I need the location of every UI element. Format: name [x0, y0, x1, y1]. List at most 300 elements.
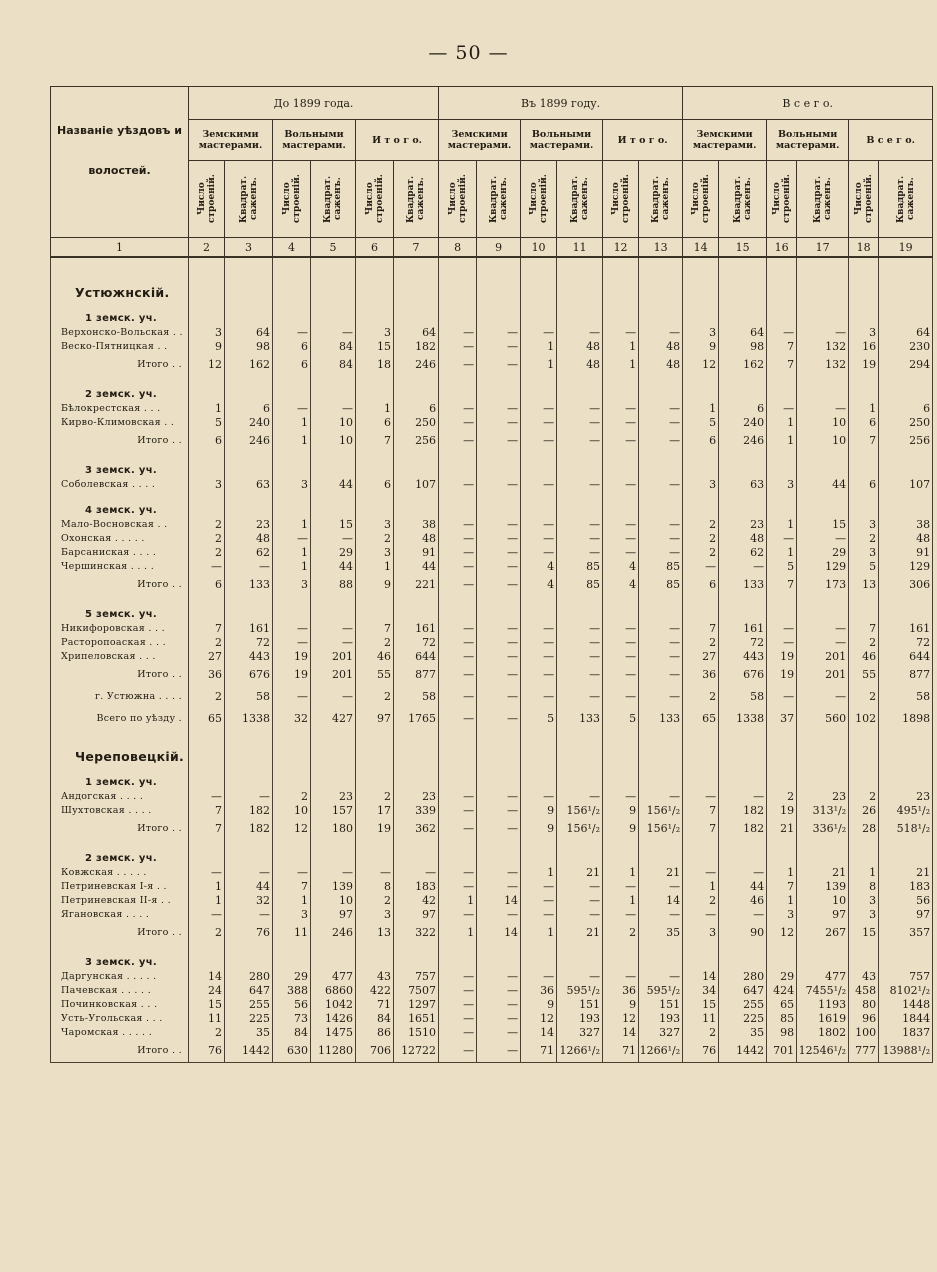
table-cell: — — [797, 402, 849, 416]
square-sazhen-header — [797, 161, 849, 238]
volost-name: Охонская . . . . . — [51, 532, 189, 546]
table-cell: 1765 — [394, 708, 439, 730]
table-cell: 3 — [683, 922, 719, 944]
table-cell: — — [557, 326, 603, 340]
table-cell: 10 — [797, 430, 849, 452]
table-cell: 132 — [797, 354, 849, 376]
table-cell — [767, 596, 797, 622]
table-row — [51, 650, 933, 664]
table-cell: 7 — [767, 574, 797, 596]
table-cell: — — [521, 650, 557, 664]
table-cell: — — [767, 326, 797, 340]
table-row — [51, 340, 933, 354]
table-cell: 676 — [225, 664, 273, 686]
section-name: 2 земск. уч. — [51, 840, 189, 866]
table-cell: 182 — [394, 340, 439, 354]
table-cell: 240 — [719, 416, 767, 430]
table-cell: 56 — [273, 998, 311, 1012]
table-cell: 132 — [797, 340, 849, 354]
total-row — [51, 818, 933, 840]
table-cell: 2 — [356, 894, 394, 908]
table-cell: 1651 — [394, 1012, 439, 1026]
table-cell — [797, 944, 849, 970]
table-cell — [683, 730, 719, 764]
table-cell: 44 — [394, 560, 439, 574]
table-cell: 23 — [879, 790, 933, 804]
table-cell: 267 — [797, 922, 849, 944]
table-cell: 256 — [394, 430, 439, 452]
table-cell: — — [477, 1040, 521, 1063]
table-cell: 65 — [189, 708, 225, 730]
table-cell: — — [311, 686, 356, 708]
table-cell — [439, 492, 477, 518]
table-cell — [356, 764, 394, 790]
table-cell: — — [273, 686, 311, 708]
table-cell: 2 — [683, 518, 719, 532]
volost-name: Итого . . — [51, 574, 189, 596]
column-number: 2 — [189, 238, 225, 258]
table-cell: — — [477, 664, 521, 686]
table-cell: 280 — [719, 970, 767, 984]
table-cell — [639, 266, 683, 300]
table-cell: — — [189, 790, 225, 804]
table-cell — [683, 596, 719, 622]
table-cell: 3 — [356, 546, 394, 560]
table-cell: 72 — [719, 636, 767, 650]
table-cell: 7 — [767, 340, 797, 354]
table-cell: 1844 — [879, 1012, 933, 1026]
table-cell: 180 — [311, 818, 356, 840]
table-cell — [394, 840, 439, 866]
table-cell — [639, 300, 683, 326]
section-row — [51, 944, 933, 970]
buildings-count-header — [521, 161, 557, 238]
table-cell — [439, 376, 477, 402]
volost-name: Петриневская II-я . . — [51, 894, 189, 908]
table-cell: — — [225, 560, 273, 574]
table-cell: 1 — [521, 354, 557, 376]
table-cell — [439, 840, 477, 866]
table-cell — [639, 492, 683, 518]
table-cell: 133 — [719, 574, 767, 596]
vertical-label: Число строеній. — [447, 174, 468, 224]
table-cell: 1510 — [394, 1026, 439, 1040]
table-cell: 7 — [683, 818, 719, 840]
table-cell: 1 — [521, 340, 557, 354]
table-cell: 14 — [521, 1026, 557, 1040]
table-cell: — — [719, 866, 767, 880]
table-cell: 15 — [683, 998, 719, 1012]
table-cell: — — [356, 866, 394, 880]
vertical-label: Число строеній. — [528, 174, 549, 224]
table-cell: — — [477, 478, 521, 492]
table-cell: 42 — [394, 894, 439, 908]
table-cell: — — [273, 636, 311, 650]
table-cell: 62 — [719, 546, 767, 560]
table-cell: 246 — [225, 430, 273, 452]
table-cell: 14 — [603, 1026, 639, 1040]
table-cell: 64 — [225, 326, 273, 340]
table-cell — [557, 376, 603, 402]
table-cell: 7 — [189, 818, 225, 840]
table-cell: — — [521, 518, 557, 532]
table-cell — [311, 300, 356, 326]
table-cell: 2 — [189, 518, 225, 532]
table-cell: — — [477, 518, 521, 532]
table-cell: 2 — [189, 636, 225, 650]
volost-name: Починковская . . . — [51, 998, 189, 1012]
table-cell — [557, 596, 603, 622]
table-cell: — — [557, 970, 603, 984]
table-cell: 64 — [879, 326, 933, 340]
table-cell: 38 — [394, 518, 439, 532]
table-cell: 6 — [356, 478, 394, 492]
table-cell — [683, 492, 719, 518]
table-cell: — — [439, 818, 477, 840]
table-cell: 44 — [311, 560, 356, 574]
table-cell: 2 — [356, 636, 394, 650]
table-cell: — — [439, 1040, 477, 1063]
table-cell: 3 — [189, 326, 225, 340]
table-cell — [683, 764, 719, 790]
table-cell: 15 — [189, 998, 225, 1012]
square-sazhen-header — [477, 161, 521, 238]
table-cell — [603, 300, 639, 326]
table-cell: 2 — [603, 922, 639, 944]
table-cell: 3 — [273, 908, 311, 922]
table-cell: — — [311, 402, 356, 416]
column-number: 11 — [557, 238, 603, 258]
table-cell: — — [439, 354, 477, 376]
table-row — [51, 560, 933, 574]
table-cell: 6 — [189, 574, 225, 596]
table-row — [51, 894, 933, 908]
table-cell — [394, 492, 439, 518]
table-cell: 28 — [849, 818, 879, 840]
column-number: 18 — [849, 238, 879, 258]
table-cell: 193 — [639, 1012, 683, 1026]
square-sazhen-header — [557, 161, 603, 238]
table-cell — [797, 492, 849, 518]
total-row — [51, 354, 933, 376]
total-row — [51, 708, 933, 730]
table-cell: — — [225, 866, 273, 880]
table-cell: — — [477, 416, 521, 430]
table-cell: 36 — [189, 664, 225, 686]
table-cell — [439, 944, 477, 970]
table-cell: 36 — [521, 984, 557, 998]
table-cell — [683, 266, 719, 300]
table-cell: 1426 — [311, 1012, 356, 1026]
volost-name: Соболевская . . . . — [51, 478, 189, 492]
table-cell: 4 — [521, 574, 557, 596]
table-cell: — — [521, 430, 557, 452]
table-cell: 6 — [719, 402, 767, 416]
table-cell: — — [557, 518, 603, 532]
table-cell: 157 — [311, 804, 356, 818]
table-cell — [797, 452, 849, 478]
total-row — [51, 574, 933, 596]
table-cell — [356, 730, 394, 764]
table-cell: — — [603, 908, 639, 922]
table-cell: 7507 — [394, 984, 439, 998]
table-cell: 3 — [767, 478, 797, 492]
table-cell — [356, 492, 394, 518]
table-cell: 495¹/₂ — [879, 804, 933, 818]
table-cell: — — [477, 790, 521, 804]
table-cell: 322 — [394, 922, 439, 944]
vertical-label: Число строеній. — [771, 174, 792, 224]
table-cell: 6 — [394, 402, 439, 416]
table-cell — [356, 300, 394, 326]
table-cell: 250 — [879, 416, 933, 430]
table-cell: 3 — [683, 478, 719, 492]
table-cell: — — [603, 326, 639, 340]
table-cell: — — [189, 560, 225, 574]
table-cell — [394, 300, 439, 326]
table-cell: 10 — [797, 416, 849, 430]
table-cell — [797, 376, 849, 402]
table-cell: 427 — [311, 708, 356, 730]
table-cell: 102 — [849, 708, 879, 730]
table-cell — [719, 452, 767, 478]
table-cell: 3 — [849, 518, 879, 532]
table-cell: — — [639, 880, 683, 894]
table-cell — [225, 266, 273, 300]
table-cell: 162 — [225, 354, 273, 376]
table-cell: 11 — [683, 1012, 719, 1026]
table-cell — [719, 596, 767, 622]
table-cell — [849, 730, 879, 764]
table-cell: — — [797, 636, 849, 650]
district-row — [51, 730, 933, 764]
table-cell — [477, 764, 521, 790]
table-cell: — — [477, 650, 521, 664]
table-cell: 1193 — [797, 998, 849, 1012]
table-cell — [225, 492, 273, 518]
table-cell: 15 — [797, 518, 849, 532]
table-cell: — — [439, 574, 477, 596]
table-cell — [557, 266, 603, 300]
table-cell: — — [439, 340, 477, 354]
table-cell — [603, 944, 639, 970]
table-cell: — — [767, 686, 797, 708]
table-cell — [767, 944, 797, 970]
table-cell: 877 — [394, 664, 439, 686]
table-cell: — — [557, 402, 603, 416]
table-cell: 46 — [719, 894, 767, 908]
volost-name: Итого . . — [51, 354, 189, 376]
table-cell — [603, 452, 639, 478]
table-cell: — — [639, 970, 683, 984]
table-cell — [603, 730, 639, 764]
table-cell: — — [603, 532, 639, 546]
table-cell: 43 — [849, 970, 879, 984]
table-cell — [797, 764, 849, 790]
table-cell — [557, 944, 603, 970]
table-cell: — — [767, 636, 797, 650]
vertical-label: Квадрат. саженъ. — [406, 175, 427, 223]
table-cell: 90 — [719, 922, 767, 944]
table-cell — [521, 492, 557, 518]
buildings-count-header — [683, 161, 719, 238]
table-cell: 8 — [356, 880, 394, 894]
page-number: — 50 — — [428, 42, 509, 64]
table-cell — [797, 266, 849, 300]
table-cell: 9 — [356, 574, 394, 596]
table-cell: 7 — [189, 622, 225, 636]
table-cell: 48 — [394, 532, 439, 546]
table-cell: 5 — [767, 560, 797, 574]
table-cell — [719, 492, 767, 518]
table-cell: 193 — [557, 1012, 603, 1026]
table-cell — [225, 452, 273, 478]
table-cell: — — [477, 686, 521, 708]
table-cell — [394, 596, 439, 622]
table-cell — [849, 492, 879, 518]
volost-name: Даргунская . . . . . — [51, 970, 189, 984]
table-cell: — — [439, 546, 477, 560]
table-cell: 1 — [189, 880, 225, 894]
volost-name: Ягановская . . . . — [51, 908, 189, 922]
total-row — [51, 686, 933, 708]
table-cell — [273, 452, 311, 478]
buildings-count-header — [767, 161, 797, 238]
table-cell — [273, 492, 311, 518]
table-cell — [849, 596, 879, 622]
table-cell: — — [439, 804, 477, 818]
table-cell — [767, 300, 797, 326]
table-cell: — — [797, 326, 849, 340]
table-cell: — — [477, 708, 521, 730]
table-cell: 877 — [879, 664, 933, 686]
table-cell — [603, 840, 639, 866]
table-cell: 5 — [683, 416, 719, 430]
table-cell — [189, 452, 225, 478]
table-cell: 1 — [603, 894, 639, 908]
table-cell — [521, 596, 557, 622]
table-cell: 2 — [356, 686, 394, 708]
table-cell: 88 — [311, 574, 356, 596]
table-row — [51, 866, 933, 880]
vertical-label: Число строеній. — [364, 174, 385, 224]
table-cell: 12 — [603, 1012, 639, 1026]
table-cell: 7 — [189, 804, 225, 818]
table-cell: — — [439, 984, 477, 998]
table-cell — [683, 840, 719, 866]
vertical-label: Квадрат. саженъ. — [569, 175, 590, 223]
table-cell: — — [557, 416, 603, 430]
table-cell: — — [603, 650, 639, 664]
district-row — [51, 266, 933, 300]
table-cell: 183 — [879, 880, 933, 894]
table-cell: — — [639, 532, 683, 546]
table-cell: 225 — [719, 1012, 767, 1026]
district-name: Устюжнскій. — [51, 266, 189, 300]
table-cell — [683, 944, 719, 970]
table-cell — [849, 266, 879, 300]
volost-name: Чаромская . . . . . — [51, 1026, 189, 1040]
table-cell — [719, 840, 767, 866]
table-cell: 7 — [683, 622, 719, 636]
table-cell — [879, 300, 933, 326]
table-cell — [477, 376, 521, 402]
table-cell: 1042 — [311, 998, 356, 1012]
buildings-count-header — [356, 161, 394, 238]
column-number: 4 — [273, 238, 311, 258]
table-cell: 5 — [603, 708, 639, 730]
table-cell: 422 — [356, 984, 394, 998]
table-cell: 1 — [521, 922, 557, 944]
table-cell: 161 — [394, 622, 439, 636]
table-cell — [521, 840, 557, 866]
table-cell: 13 — [849, 574, 879, 596]
table-row — [51, 636, 933, 650]
table-cell: 48 — [879, 532, 933, 546]
table-row — [51, 532, 933, 546]
table-cell: 2 — [683, 636, 719, 650]
table-cell — [603, 492, 639, 518]
table-cell — [879, 840, 933, 866]
table-cell — [273, 266, 311, 300]
table-cell: 240 — [225, 416, 273, 430]
section-row — [51, 492, 933, 518]
table-cell — [273, 730, 311, 764]
table-cell — [273, 944, 311, 970]
table-cell: 139 — [797, 880, 849, 894]
table-cell: 85 — [557, 574, 603, 596]
table-cell: 1338 — [225, 708, 273, 730]
table-cell: 221 — [394, 574, 439, 596]
table-cell: 44 — [797, 478, 849, 492]
table-cell: 27 — [189, 650, 225, 664]
table-cell: — — [639, 790, 683, 804]
column-number: 15 — [719, 238, 767, 258]
table-cell: 8102¹/₂ — [879, 984, 933, 998]
table-cell: 139 — [311, 880, 356, 894]
table-cell: — — [439, 402, 477, 416]
section-name: 5 земск. уч. — [51, 596, 189, 622]
table-cell — [719, 266, 767, 300]
table-cell — [356, 840, 394, 866]
table-cell: 76 — [225, 922, 273, 944]
volost-name: Всего по уѣзду . — [51, 708, 189, 730]
table-cell — [719, 300, 767, 326]
table-cell — [879, 764, 933, 790]
table-cell: 2 — [849, 686, 879, 708]
table-cell: 7 — [273, 880, 311, 894]
table-cell: — — [557, 894, 603, 908]
table-cell: — — [477, 866, 521, 880]
volost-name: Хрипеловская . . . — [51, 650, 189, 664]
table-cell: 76 — [189, 1040, 225, 1063]
table-cell — [521, 376, 557, 402]
table-cell: 7455¹/₂ — [797, 984, 849, 998]
table-cell — [603, 376, 639, 402]
volost-name: Андогская . . . . — [51, 790, 189, 804]
table-cell: 26 — [849, 804, 879, 818]
table-cell: — — [603, 518, 639, 532]
table-cell — [521, 764, 557, 790]
section-name: 3 земск. уч. — [51, 944, 189, 970]
name-column-header: Названіе уѣздовъ и волостей. — [51, 87, 189, 238]
table-cell: 9 — [521, 998, 557, 1012]
table-cell — [394, 944, 439, 970]
table-row — [51, 1012, 933, 1026]
table-cell: 2 — [849, 636, 879, 650]
table-cell: — — [603, 686, 639, 708]
table-cell — [477, 492, 521, 518]
